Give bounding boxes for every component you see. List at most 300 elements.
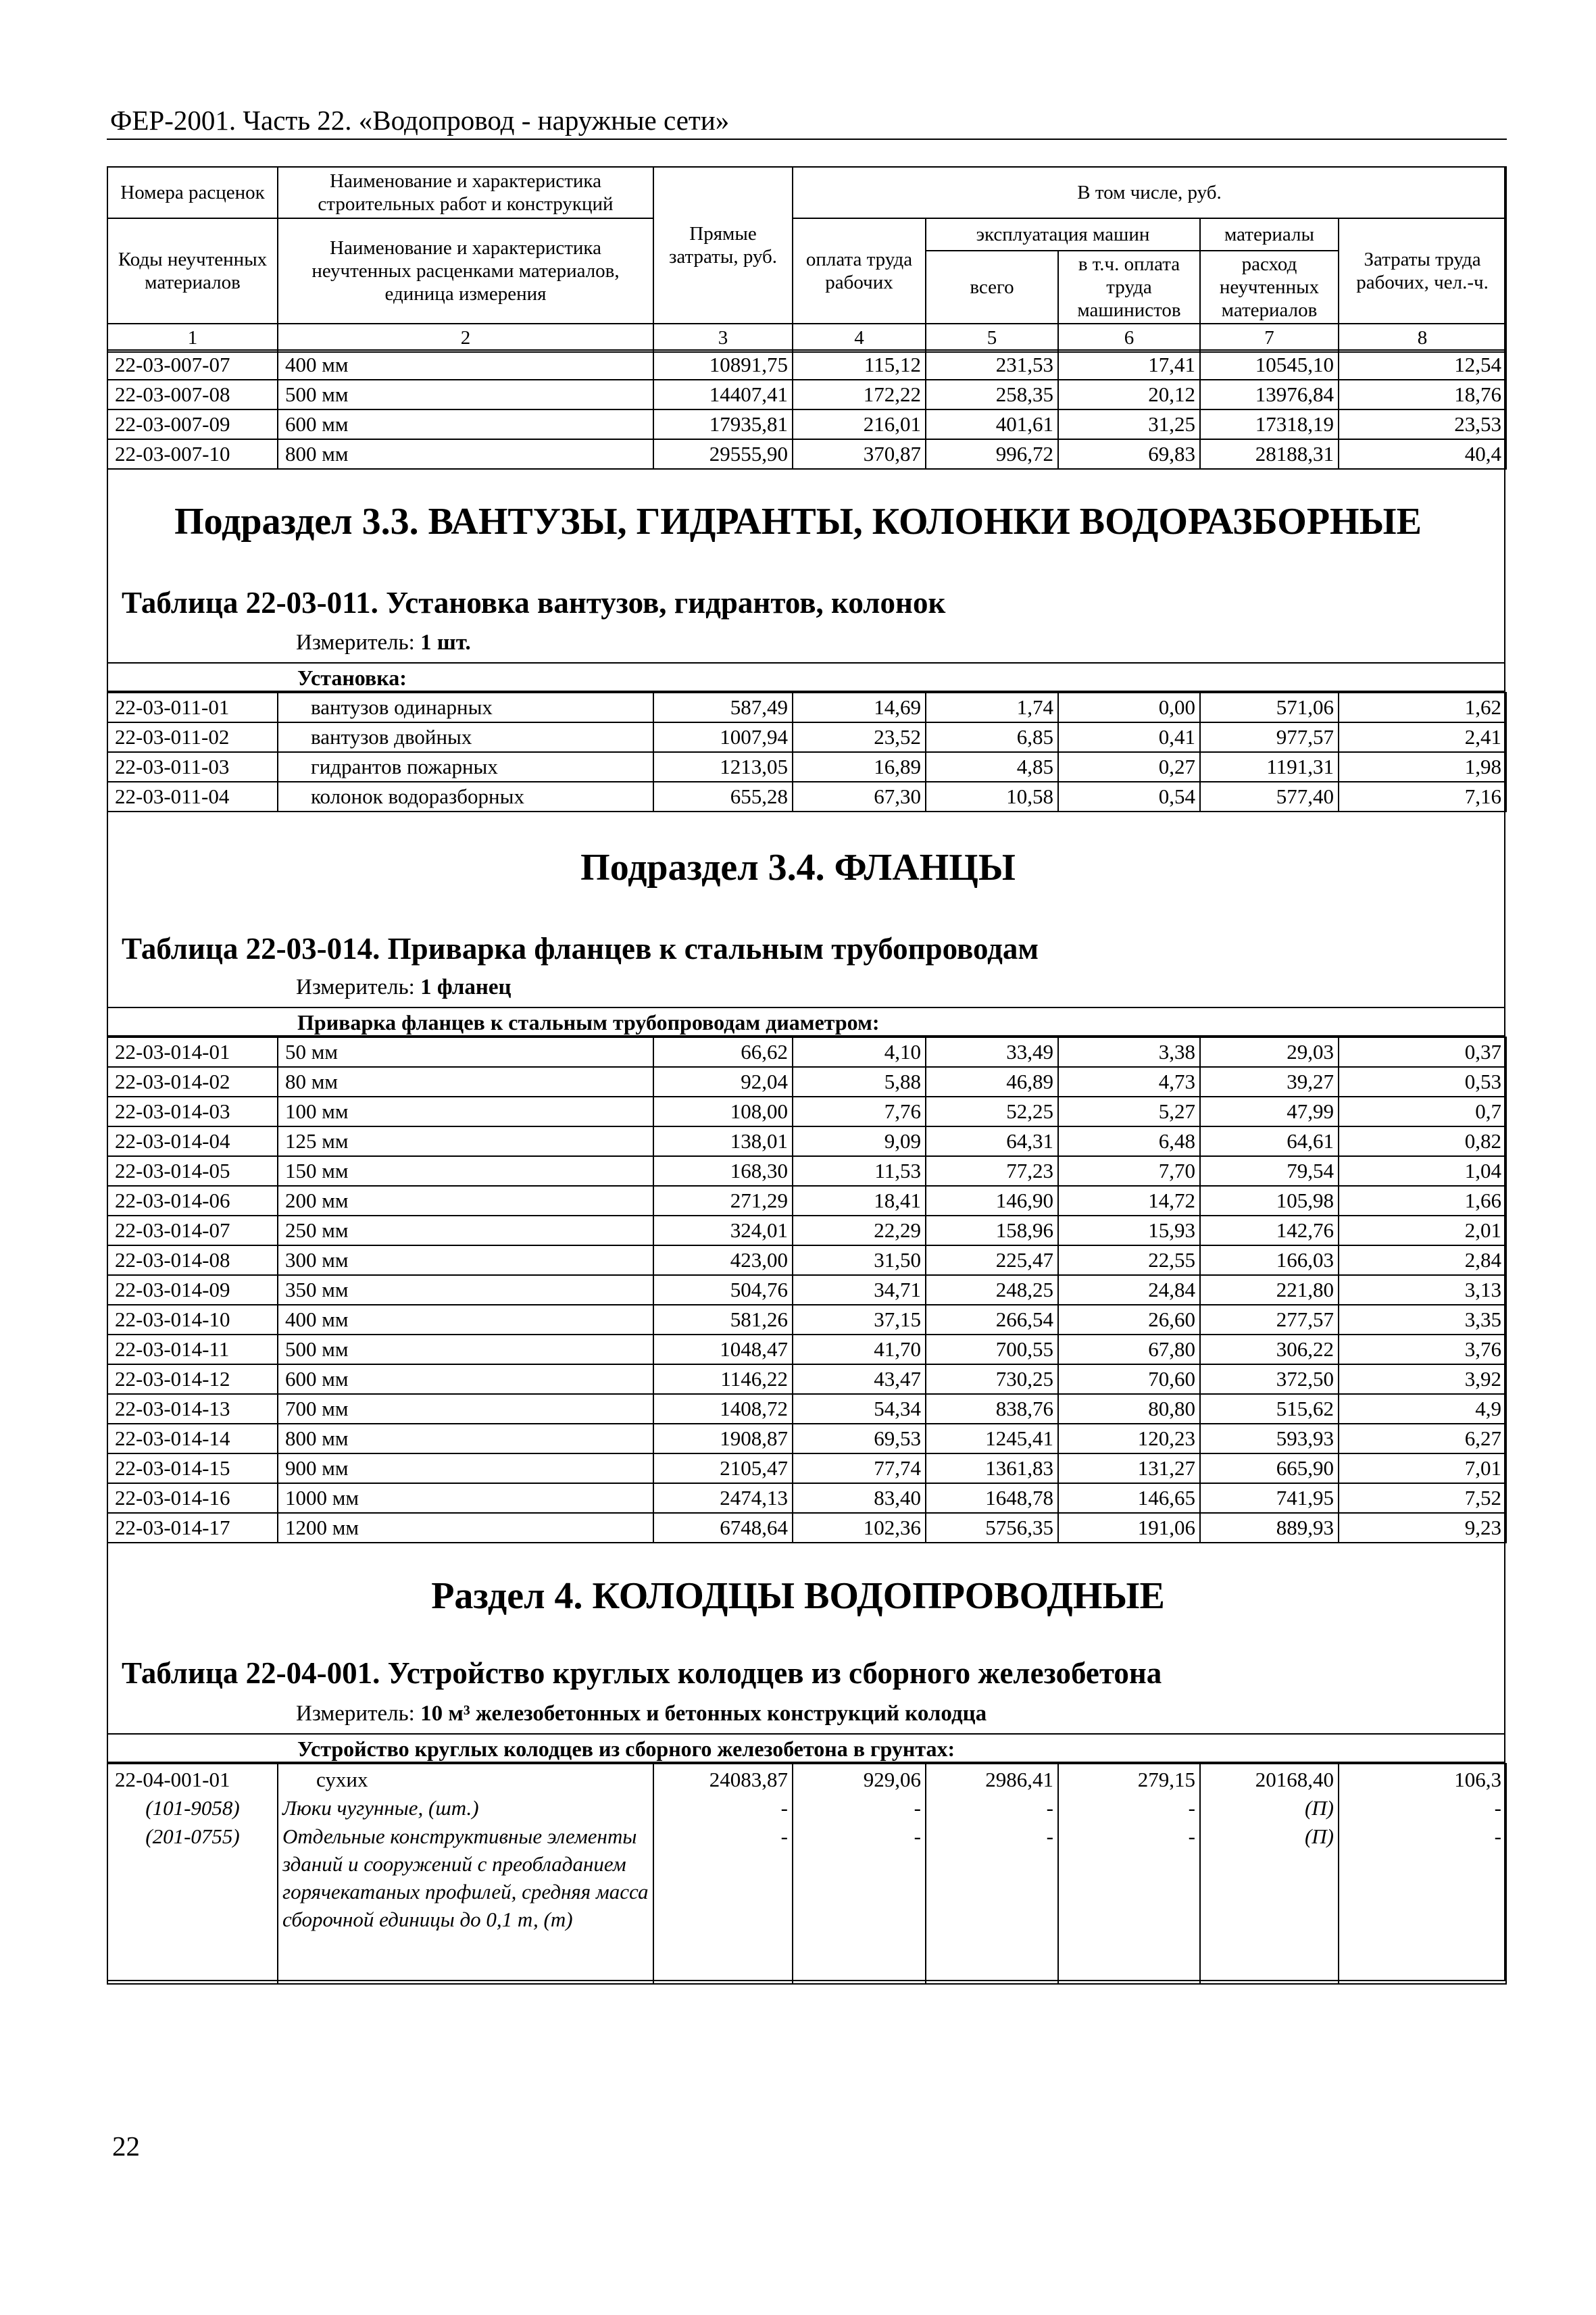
- cell-dash: -: [914, 1796, 921, 1820]
- cell-dash: -: [1046, 1796, 1053, 1820]
- cell-labor: 0,82: [1339, 1126, 1506, 1156]
- cell-incl: 4,73: [1058, 1067, 1200, 1097]
- cell-incl: 7,70: [1058, 1156, 1200, 1186]
- cell-dash: -: [1188, 1796, 1195, 1820]
- cell-incl: 146,65: [1058, 1483, 1200, 1513]
- cell-pay: 18,41: [793, 1186, 926, 1216]
- cell-code: 22-03-014-10: [107, 1305, 278, 1335]
- cell-mat: 105,98: [1200, 1186, 1339, 1216]
- cell-labor: 0,7: [1339, 1097, 1506, 1126]
- cell-name: 125 мм: [278, 1126, 653, 1156]
- col-idx: 4: [793, 324, 926, 352]
- table-row: [107, 693, 1506, 722]
- table-row: [107, 1305, 1506, 1335]
- cell-pay: 23,52: [793, 722, 926, 752]
- group-label: Установка:: [297, 666, 407, 690]
- measure: [296, 1701, 987, 1726]
- col-idx: 5: [926, 324, 1058, 352]
- cell-code: (101-9058): [145, 1796, 240, 1820]
- cell-pay: 115,12: [793, 350, 926, 380]
- cell-name: 600 мм: [278, 1364, 653, 1394]
- table-row: [107, 1513, 1506, 1543]
- cell-name: 800 мм: [278, 439, 653, 469]
- table-row: [107, 1067, 1506, 1097]
- col-total: всего: [926, 251, 1058, 324]
- cell-incl: 80,80: [1058, 1394, 1200, 1424]
- cell-incl: 70,60: [1058, 1364, 1200, 1394]
- cell-total: [926, 1764, 1058, 1984]
- cell-total: 248,25: [926, 1275, 1058, 1305]
- cell-mat: 577,40: [1200, 782, 1339, 812]
- table-row: [107, 1424, 1506, 1453]
- cell-labor: 0,37: [1339, 1037, 1506, 1067]
- cell-pay: 83,40: [793, 1483, 926, 1513]
- cell-total: 146,90: [926, 1186, 1058, 1216]
- cell-total: 838,76: [926, 1394, 1058, 1424]
- cell-code: 22-03-014-07: [107, 1216, 278, 1245]
- table-row: [107, 1764, 1506, 1984]
- cell-pay: 41,70: [793, 1335, 926, 1364]
- table-22-03-011: [107, 692, 1507, 812]
- cell-labor: 0,53: [1339, 1067, 1506, 1097]
- col-numbers: Номера расценок: [107, 167, 278, 218]
- table-row: [107, 1245, 1506, 1275]
- cell-incl: 67,80: [1058, 1335, 1200, 1364]
- cell-code: 22-03-014-08: [107, 1245, 278, 1275]
- cell-name: 1200 мм: [278, 1513, 653, 1543]
- cell-incl: 0,41: [1058, 722, 1200, 752]
- cell-mat: 372,50: [1200, 1364, 1339, 1394]
- cell-name: 900 мм: [278, 1453, 653, 1483]
- cell-total: 225,47: [926, 1245, 1058, 1275]
- table-title: Таблица 22-04-001. Устройство круглых колодцев из сборного железобетона: [122, 1656, 1162, 1690]
- cell-total: 64,31: [926, 1126, 1058, 1156]
- cell-mat: 741,95: [1200, 1483, 1339, 1513]
- cell-name: вантузов двойных: [278, 722, 653, 752]
- cell-mat: 889,93: [1200, 1513, 1339, 1543]
- cell-direct: 10891,75: [653, 350, 793, 380]
- table-title: Таблица 22-03-014. Приварка фланцев к стальным трубопроводам: [122, 932, 1039, 966]
- measure-label: Измеритель:: [296, 1701, 415, 1726]
- cell-code: 22-03-014-17: [107, 1513, 278, 1543]
- cell-code: 22-03-014-03: [107, 1097, 278, 1126]
- cell-mat: 47,99: [1200, 1097, 1339, 1126]
- cell-labor: [1339, 1764, 1506, 1984]
- cell-mat: 64,61: [1200, 1126, 1339, 1156]
- cell-pay: 31,50: [793, 1245, 926, 1275]
- cell-code: 22-03-014-06: [107, 1186, 278, 1216]
- cell-labor: 1,66: [1339, 1186, 1506, 1216]
- measure: [296, 975, 512, 1000]
- measure: [296, 630, 471, 655]
- cell-code: 22-03-011-01: [107, 693, 278, 722]
- table-row: [107, 1335, 1506, 1364]
- cell-total: 158,96: [926, 1216, 1058, 1245]
- cell-incl: 279,15: [1137, 1768, 1195, 1791]
- cell-direct: 324,01: [653, 1216, 793, 1245]
- cell-dash: -: [780, 1796, 788, 1820]
- col-pay: оплата труда рабочих: [793, 218, 926, 324]
- cell-incl: 15,93: [1058, 1216, 1200, 1245]
- cell-incl: 131,27: [1058, 1453, 1200, 1483]
- col-name: Наименование и характеристика строительных работ и конструкций: [278, 167, 653, 218]
- cell-code: 22-03-014-16: [107, 1483, 278, 1513]
- cell-pay: 14,69: [793, 693, 926, 722]
- col-consumption: расход неучтенных материалов: [1200, 251, 1339, 324]
- cell-direct: 587,49: [653, 693, 793, 722]
- cell-labor: 6,27: [1339, 1424, 1506, 1453]
- cell-incl: 0,54: [1058, 782, 1200, 812]
- col-labor: Затраты труда рабочих, чел.-ч.: [1339, 218, 1506, 324]
- col-machines: эксплуатация машин: [926, 218, 1200, 251]
- cell-code: 22-03-007-07: [107, 350, 278, 380]
- cell-incl: 120,23: [1058, 1424, 1200, 1453]
- cell-pay: 5,88: [793, 1067, 926, 1097]
- cell-total: 5756,35: [926, 1513, 1058, 1543]
- cell-name: 400 мм: [278, 350, 653, 380]
- cell-labor: 1,04: [1339, 1156, 1506, 1186]
- cell-total: 266,54: [926, 1305, 1058, 1335]
- cell-mat: 142,76: [1200, 1216, 1339, 1245]
- column-header: [107, 166, 1507, 353]
- cell-code: 22-03-014-15: [107, 1453, 278, 1483]
- cell-direct: 92,04: [653, 1067, 793, 1097]
- cell-mat: 1191,31: [1200, 752, 1339, 782]
- table-22-03-014: [107, 1037, 1507, 1543]
- table-row: [107, 1364, 1506, 1394]
- cell-name: 350 мм: [278, 1275, 653, 1305]
- cell-dash: -: [1188, 1824, 1195, 1848]
- cell-code: 22-04-001-01: [115, 1768, 230, 1791]
- col-idx: 8: [1339, 324, 1506, 352]
- group-label: Приварка фланцев к стальным трубопроводам диаметром:: [297, 1010, 880, 1035]
- cell-mat: 39,27: [1200, 1067, 1339, 1097]
- table-row: [107, 752, 1506, 782]
- cell-pay: 43,47: [793, 1364, 926, 1394]
- cell-name: 100 мм: [278, 1097, 653, 1126]
- cell-labor: 3,76: [1339, 1335, 1506, 1364]
- table-row: [107, 1453, 1506, 1483]
- cell-labor: 2,84: [1339, 1245, 1506, 1275]
- cell-pay: 69,53: [793, 1424, 926, 1453]
- cell-direct: 504,76: [653, 1275, 793, 1305]
- cell-total: 33,49: [926, 1037, 1058, 1067]
- table-row: [107, 439, 1506, 469]
- cell-incl: 3,38: [1058, 1037, 1200, 1067]
- cell-mat: 665,90: [1200, 1453, 1339, 1483]
- cell-pay: 370,87: [793, 439, 926, 469]
- cell-code: 22-03-014-05: [107, 1156, 278, 1186]
- col-direct: Прямые затраты, руб.: [653, 167, 793, 324]
- cell-total: 1,74: [926, 693, 1058, 722]
- cell-name: сухих: [316, 1768, 368, 1791]
- cell-mat: 29,03: [1200, 1037, 1339, 1067]
- col-idx: 1: [107, 324, 278, 352]
- cell-code: 22-03-014-04: [107, 1126, 278, 1156]
- cell-pay: 77,74: [793, 1453, 926, 1483]
- cell-labor: 7,16: [1339, 782, 1506, 812]
- cell-pay: 37,15: [793, 1305, 926, 1335]
- table-row: [107, 722, 1506, 752]
- measure-label: Измеритель:: [296, 975, 415, 999]
- cell-name: 250 мм: [278, 1216, 653, 1245]
- cell-incl: 22,55: [1058, 1245, 1200, 1275]
- cell-labor: 9,23: [1339, 1513, 1506, 1543]
- cell-pay: 11,53: [793, 1156, 926, 1186]
- cell-pay: 216,01: [793, 409, 926, 439]
- cell-direct: 1408,72: [653, 1394, 793, 1424]
- cell-name: вантузов одинарных: [278, 693, 653, 722]
- cell-direct: 581,26: [653, 1305, 793, 1335]
- cell-dash: -: [1494, 1824, 1501, 1848]
- cell-mat: 166,03: [1200, 1245, 1339, 1275]
- table-row: [107, 1275, 1506, 1305]
- cell-total: 10,58: [926, 782, 1058, 812]
- cell-name: 200 мм: [278, 1186, 653, 1216]
- cell-mat: 221,80: [1200, 1275, 1339, 1305]
- cell-direct: 1146,22: [653, 1364, 793, 1394]
- cell-code: 22-03-014-14: [107, 1424, 278, 1453]
- col-idx: 2: [278, 324, 653, 352]
- cell-incl: 6,48: [1058, 1126, 1200, 1156]
- cell-mat: 20168,40: [1255, 1768, 1334, 1791]
- cell-code: 22-03-014-09: [107, 1275, 278, 1305]
- cell-name: колонок водоразборных: [278, 782, 653, 812]
- header-rule: [107, 139, 1507, 140]
- table-row: [107, 1126, 1506, 1156]
- cell-incl: 5,27: [1058, 1097, 1200, 1126]
- cell-direct: 1908,87: [653, 1424, 793, 1453]
- cell-name: 50 мм: [278, 1037, 653, 1067]
- col-idx: 7: [1200, 324, 1339, 352]
- cell-incl: 0,27: [1058, 752, 1200, 782]
- cell-name: 600 мм: [278, 409, 653, 439]
- cell-mat: 28188,31: [1200, 439, 1339, 469]
- cell-labor: 7,52: [1339, 1483, 1506, 1513]
- cell-direct: 1213,05: [653, 752, 793, 782]
- cell-labor: 2,41: [1339, 722, 1506, 752]
- cell-direct: 2474,13: [653, 1483, 793, 1513]
- table-22-03-007: [107, 349, 1507, 470]
- group-line: [107, 1007, 1505, 1037]
- cell-total: 231,53: [926, 350, 1058, 380]
- cell-total: 2986,41: [985, 1768, 1053, 1791]
- table-title: Таблица 22-03-011. Установка вантузов, гидрантов, колонок: [122, 586, 946, 620]
- cell-name: 1000 мм: [278, 1483, 653, 1513]
- cell-code: 22-03-011-02: [107, 722, 278, 752]
- cell-direct: 271,29: [653, 1186, 793, 1216]
- table-row: [107, 1483, 1506, 1513]
- cell-total: 1361,83: [926, 1453, 1058, 1483]
- cell-mat: 977,57: [1200, 722, 1339, 752]
- cell-direct: 2105,47: [653, 1453, 793, 1483]
- cell-mat: 17318,19: [1200, 409, 1339, 439]
- cell-direct: 17935,81: [653, 409, 793, 439]
- cell-name: 300 мм: [278, 1245, 653, 1275]
- col-codes: Коды неучтенных материалов: [107, 218, 278, 324]
- cell-code: 22-03-014-02: [107, 1067, 278, 1097]
- table-row: [107, 1097, 1506, 1126]
- cell-name: [278, 1764, 653, 1984]
- cell-direct: 655,28: [653, 782, 793, 812]
- cell-direct: 24083,87: [709, 1768, 788, 1791]
- cell-name: 500 мм: [278, 1335, 653, 1364]
- cell-code: 22-03-007-08: [107, 380, 278, 409]
- cell-incl: 31,25: [1058, 409, 1200, 439]
- cell-mat: 593,93: [1200, 1424, 1339, 1453]
- cell-pay: 67,30: [793, 782, 926, 812]
- table-row: [107, 1156, 1506, 1186]
- cell-total: 401,61: [926, 409, 1058, 439]
- cell-total: 730,25: [926, 1364, 1058, 1394]
- cell-total: 1648,78: [926, 1483, 1058, 1513]
- group-line: [107, 662, 1505, 692]
- cell-code: 22-03-014-13: [107, 1394, 278, 1424]
- col-incl: В том числе, руб.: [793, 167, 1506, 218]
- group-label: Устройство круглых колодцев из сборного железобетона в грунтах:: [297, 1737, 955, 1761]
- group-line: [107, 1733, 1505, 1763]
- cell-incl: 20,12: [1058, 380, 1200, 409]
- cell-pay: 22,29: [793, 1216, 926, 1245]
- cell-mat: [1200, 1764, 1339, 1984]
- cell-labor: 12,54: [1339, 350, 1506, 380]
- cell-code: 22-03-014-12: [107, 1364, 278, 1394]
- cell-name: 80 мм: [278, 1067, 653, 1097]
- cell-total: 6,85: [926, 722, 1058, 752]
- cell-mat: 277,57: [1200, 1305, 1339, 1335]
- cell-labor: 3,92: [1339, 1364, 1506, 1394]
- cell-labor: 3,13: [1339, 1275, 1506, 1305]
- cell-name: 800 мм: [278, 1424, 653, 1453]
- table-row: [107, 409, 1506, 439]
- table-row: [107, 1394, 1506, 1424]
- cell-total: 77,23: [926, 1156, 1058, 1186]
- cell-code: 22-03-007-09: [107, 409, 278, 439]
- col-incl-mach: в т.ч. оплата труда машинистов: [1058, 251, 1200, 324]
- cell-incl: 0,00: [1058, 693, 1200, 722]
- cell-total: 700,55: [926, 1335, 1058, 1364]
- cell-mat: 79,54: [1200, 1156, 1339, 1186]
- cell-direct: 1048,47: [653, 1335, 793, 1364]
- cell-direct: 29555,90: [653, 439, 793, 469]
- cell-total: 1245,41: [926, 1424, 1058, 1453]
- cell-code: 22-03-007-10: [107, 439, 278, 469]
- cell-name: Люки чугунные, (шт.): [282, 1796, 479, 1820]
- cell-direct: 423,00: [653, 1245, 793, 1275]
- cell-incl: [1058, 1764, 1200, 1984]
- cell-pay: 54,34: [793, 1394, 926, 1424]
- cell-incl: 69,83: [1058, 439, 1200, 469]
- cell-code: 22-03-011-03: [107, 752, 278, 782]
- cell-incl: 191,06: [1058, 1513, 1200, 1543]
- cell-mat: 10545,10: [1200, 350, 1339, 380]
- cell-dash: -: [780, 1824, 788, 1848]
- cell-direct: 66,62: [653, 1037, 793, 1067]
- cell-labor: 1,98: [1339, 752, 1506, 782]
- cell-pay: 172,22: [793, 380, 926, 409]
- measure-value: 1 шт.: [420, 630, 471, 655]
- cell-direct: 138,01: [653, 1126, 793, 1156]
- cell-direct: 14407,41: [653, 380, 793, 409]
- cell-pay: 34,71: [793, 1275, 926, 1305]
- cell-dash: -: [914, 1824, 921, 1848]
- measure-label: Измеритель:: [296, 630, 415, 655]
- cell-mat: 13976,84: [1200, 380, 1339, 409]
- cell-mat: 571,06: [1200, 693, 1339, 722]
- section-title: Раздел 4. КОЛОДЦЫ ВОДОПРОВОДНЫЕ: [431, 1575, 1165, 1617]
- cell-direct: 168,30: [653, 1156, 793, 1186]
- cell-pay: 102,36: [793, 1513, 926, 1543]
- cell-total: 46,89: [926, 1067, 1058, 1097]
- measure-value: 10 м³ железобетонных и бетонных конструкций колодца: [420, 1701, 987, 1726]
- subsection-title: Подраздел 3.4. ФЛАНЦЫ: [580, 847, 1016, 889]
- cell-name: 700 мм: [278, 1394, 653, 1424]
- cell-labor: 40,4: [1339, 439, 1506, 469]
- measure-value: 1 фланец: [420, 975, 512, 999]
- cell-total: 258,35: [926, 380, 1058, 409]
- cell-total: 52,25: [926, 1097, 1058, 1126]
- cell-pay: 9,09: [793, 1126, 926, 1156]
- cell-direct: [653, 1764, 793, 1984]
- cell-code: 22-03-014-01: [107, 1037, 278, 1067]
- table-row: [107, 380, 1506, 409]
- cell-mat: 515,62: [1200, 1394, 1339, 1424]
- cell-pay: 7,76: [793, 1097, 926, 1126]
- cell-direct: 1007,94: [653, 722, 793, 752]
- cell-labor: 18,76: [1339, 380, 1506, 409]
- cell-direct: 6748,64: [653, 1513, 793, 1543]
- col-idx: 6: [1058, 324, 1200, 352]
- table-22-04-001: [107, 1763, 1507, 1985]
- cell-name: гидрантов пожарных: [278, 752, 653, 782]
- cell-code: [107, 1764, 278, 1984]
- table-row: [107, 1216, 1506, 1245]
- cell-code: (201-0755): [145, 1824, 240, 1848]
- cell-labor: 1,62: [1339, 693, 1506, 722]
- cell-mat: (П): [1304, 1824, 1334, 1848]
- cell-name: 500 мм: [278, 380, 653, 409]
- cell-labor: 106,3: [1454, 1768, 1501, 1791]
- cell-dash: -: [1046, 1824, 1053, 1848]
- cell-incl: 14,72: [1058, 1186, 1200, 1216]
- cell-incl: 17,41: [1058, 350, 1200, 380]
- cell-labor: 2,01: [1339, 1216, 1506, 1245]
- col-name-materials: Наименование и характеристика неучтенных расценками материалов, единица измерения: [278, 218, 653, 324]
- page-header: ФЕР-2001. Часть 22. «Водопровод - наружные сети»: [110, 105, 730, 136]
- col-materials: материалы: [1200, 218, 1339, 251]
- cell-labor: 23,53: [1339, 409, 1506, 439]
- cell-total: 996,72: [926, 439, 1058, 469]
- cell-total: 4,85: [926, 752, 1058, 782]
- cell-name: 400 мм: [278, 1305, 653, 1335]
- cell-labor: 7,01: [1339, 1453, 1506, 1483]
- cell-labor: 4,9: [1339, 1394, 1506, 1424]
- cell-mat: (П): [1304, 1796, 1334, 1820]
- cell-incl: 26,60: [1058, 1305, 1200, 1335]
- cell-labor: 3,35: [1339, 1305, 1506, 1335]
- cell-pay: 4,10: [793, 1037, 926, 1067]
- cell-code: 22-03-014-11: [107, 1335, 278, 1364]
- cell-pay: 929,06: [863, 1768, 921, 1791]
- cell-pay: [793, 1764, 926, 1984]
- cell-direct: 108,00: [653, 1097, 793, 1126]
- table-row: [107, 782, 1506, 812]
- table-row: [107, 350, 1506, 380]
- table-row: [107, 1186, 1506, 1216]
- cell-dash: -: [1494, 1796, 1501, 1820]
- cell-incl: 24,84: [1058, 1275, 1200, 1305]
- cell-mat: 306,22: [1200, 1335, 1339, 1364]
